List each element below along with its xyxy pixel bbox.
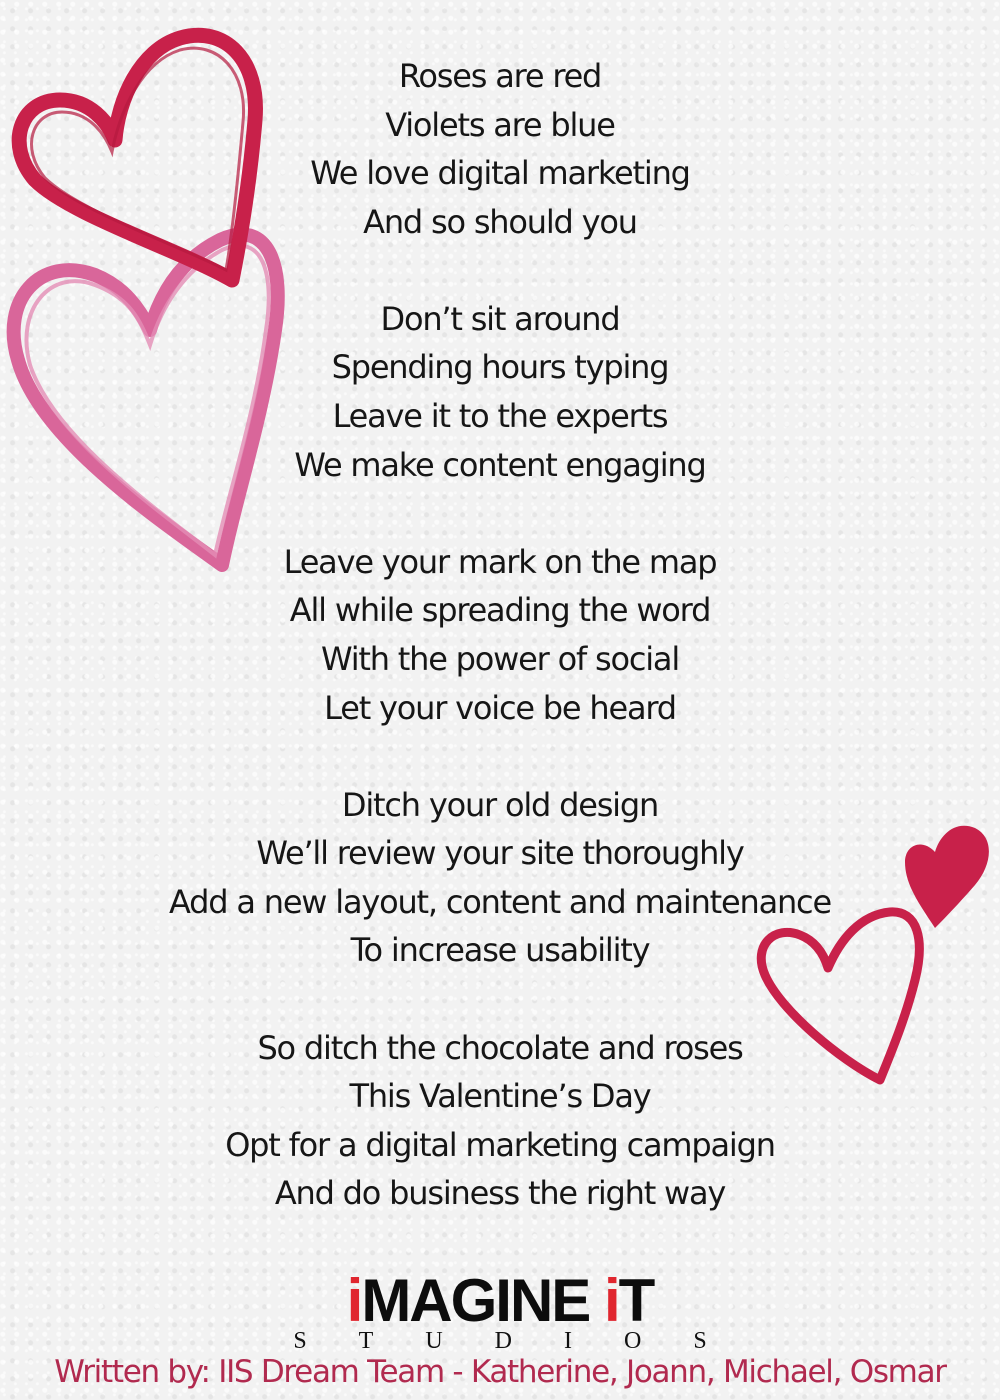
poem-line: Don’t sit around <box>380 299 620 338</box>
stanza-2 <box>100 295 900 489</box>
company-logo <box>0 1267 1000 1354</box>
small-heart-filled-icon <box>905 826 989 928</box>
poem-line: With the power of social <box>320 639 680 678</box>
poem-line: So ditch the chocolate and roses <box>257 1028 743 1067</box>
logo-subtitle: STUDIOS <box>293 1328 759 1354</box>
stanza-3 <box>100 538 900 732</box>
poem-line: Leave your mark on the map <box>283 542 717 581</box>
poem-line: Roses are red <box>398 57 602 95</box>
logo-wordmark <box>346 1267 654 1334</box>
logo-i-second: i <box>604 1267 619 1334</box>
poem-line: And do business the right way <box>274 1174 726 1213</box>
poem-line: To increase usability <box>350 931 650 970</box>
poem-line: Opt for a digital marketing campaign <box>225 1125 775 1164</box>
poem-line: We make content engaging <box>294 445 706 484</box>
poem-line: Add a new layout, content and maintenance <box>169 882 831 921</box>
poem-line: We love digital marketing <box>310 154 690 193</box>
logo-suffix: T <box>618 1267 654 1334</box>
logo-middle: MAGINE <box>361 1267 604 1334</box>
poem-line: All while spreading the word <box>289 591 711 630</box>
poem-line: Spending hours typing <box>331 348 669 387</box>
poem-line: This Valentine’s Day <box>349 1077 651 1116</box>
logo-i-prefix: i <box>346 1267 362 1334</box>
poem-line: Ditch your old design <box>341 785 659 824</box>
stanza-5 <box>100 1024 900 1218</box>
poem-line: And so should you <box>363 202 637 241</box>
poem-line: Leave it to the experts <box>332 397 668 436</box>
poem-line: We’ll review your site thoroughly <box>256 834 744 873</box>
poem <box>100 52 900 1266</box>
stanza-1 <box>100 52 900 246</box>
stanza-4 <box>100 781 900 975</box>
poem-line: Violets are blue <box>385 105 615 144</box>
poem-line: Let your voice be heard <box>324 688 676 727</box>
author-credit: Written by: IIS Dream Team - Katherine, Joann, Michael, Osmar <box>54 1354 946 1390</box>
